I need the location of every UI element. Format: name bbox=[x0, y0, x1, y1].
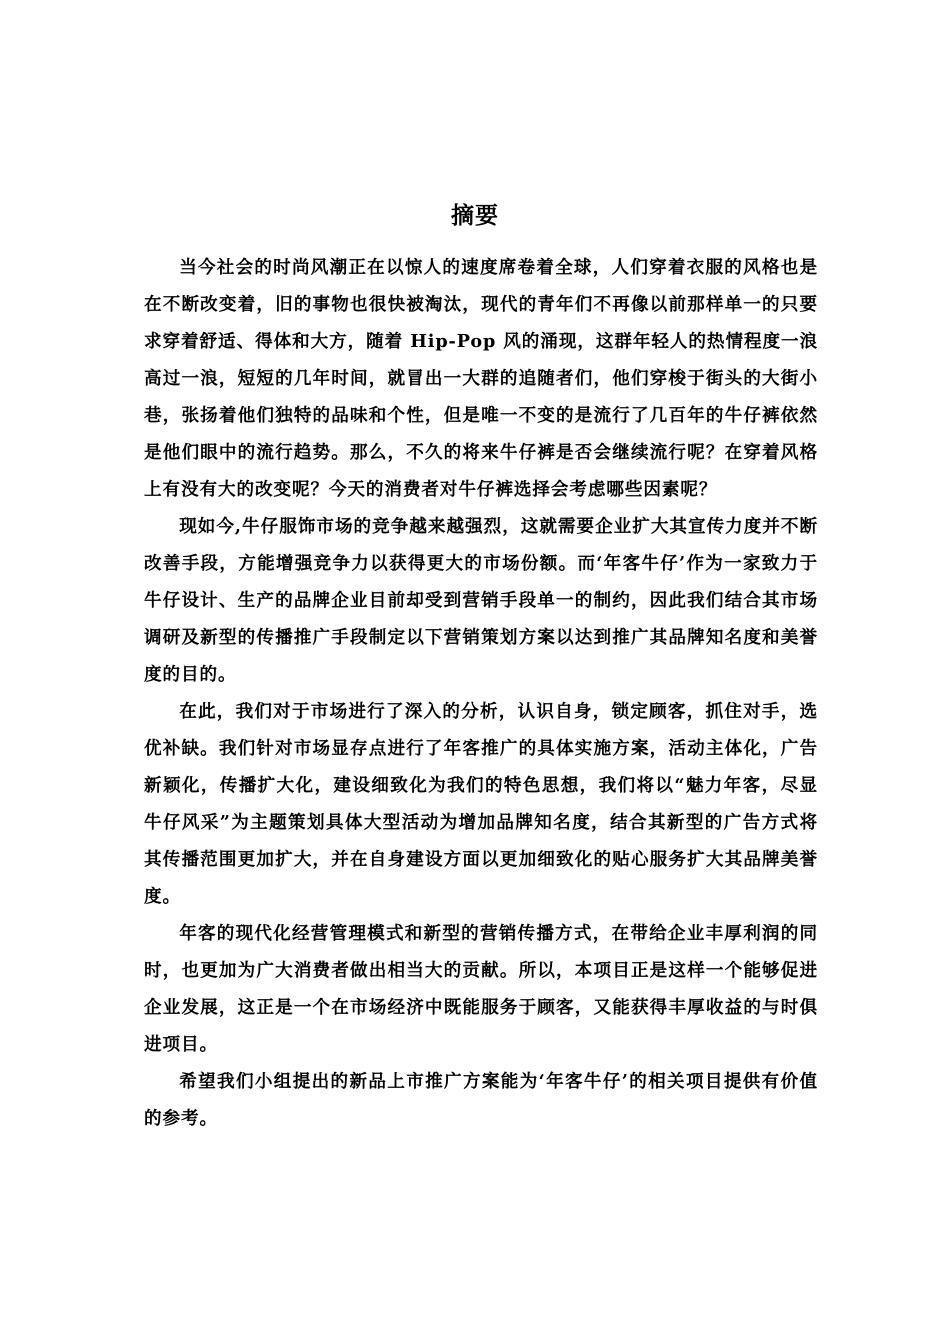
paragraph: 当今社会的时尚风潮正在以惊人的速度席卷着全球，人们穿着衣服的风格也是在不断改变着，旧的事物也很快被淘汰，现代的青年们不再像以前那样单一的只要求穿着舒适、得体和大方，随着 Hip-Pop 风的涌现，这群年轻人的热情程度一浪高过一浪，短短的几年时间，就冒出一大群的追随者们，他们穿梭于街头的大街小巷，张扬着他们独特的品味和个性，但是唯一不变的是流行了几百年的牛仔裤依然是他们眼中的流行趋势。那么，不久的将来牛仔裤是否会继续流行呢？在穿着风格上有没有大的改变呢？今天的消费者对牛仔裤选择会考虑哪些因素呢？ bbox=[144, 257, 818, 500]
page-title: 摘要 bbox=[451, 203, 499, 229]
paragraph: 希望我们小组提出的新品上市推广方案能为‘年客牛仔’的相关项目提供有价值的参考。 bbox=[144, 1071, 818, 1129]
paragraph: 年客的现代化经营管理模式和新型的营销传播方式，在带给企业丰厚利润的同时，也更加为广大消费者做出相当大的贡献。所以，本项目正是这样一个能够促进企业发展，这正是一个在市场经济中既能服务于顾客，又能获得丰厚收益的与时俱进项目。 bbox=[144, 923, 818, 1055]
abstract-body bbox=[144, 249, 818, 1137]
paragraph: 现如今,牛仔服饰市场的竞争越来越强烈，这就需要企业扩大其宣传力度并不断改善手段，方能增强竞争力以获得更大的市场份额。而‘年客牛仔’作为一家致力于牛仔设计、生产的品牌企业目前却受到营销手段单一的制约，因此我们结合其市场调研及新型的传播推广手段制定以下营销策划方案以达到推广其品牌知名度和美誉度的目的。 bbox=[144, 516, 818, 685]
paragraph: 在此，我们对于市场进行了深入的分析，认识自身，锁定顾客，抓住对手，选优补缺。我们针对市场显存点进行了年客推广的具体实施方案，活动主体化，广告新颖化，传播扩大化，建设细致化为我们的特色思想，我们将以“魅力年客，尽显牛仔风采”为主题策划具体大型活动为增加品牌知名度，结合其新型的广告方式将其传播范围更加扩大，并在自身建设方面以更加细致化的贴心服务扩大其品牌美誉度。 bbox=[144, 701, 818, 907]
